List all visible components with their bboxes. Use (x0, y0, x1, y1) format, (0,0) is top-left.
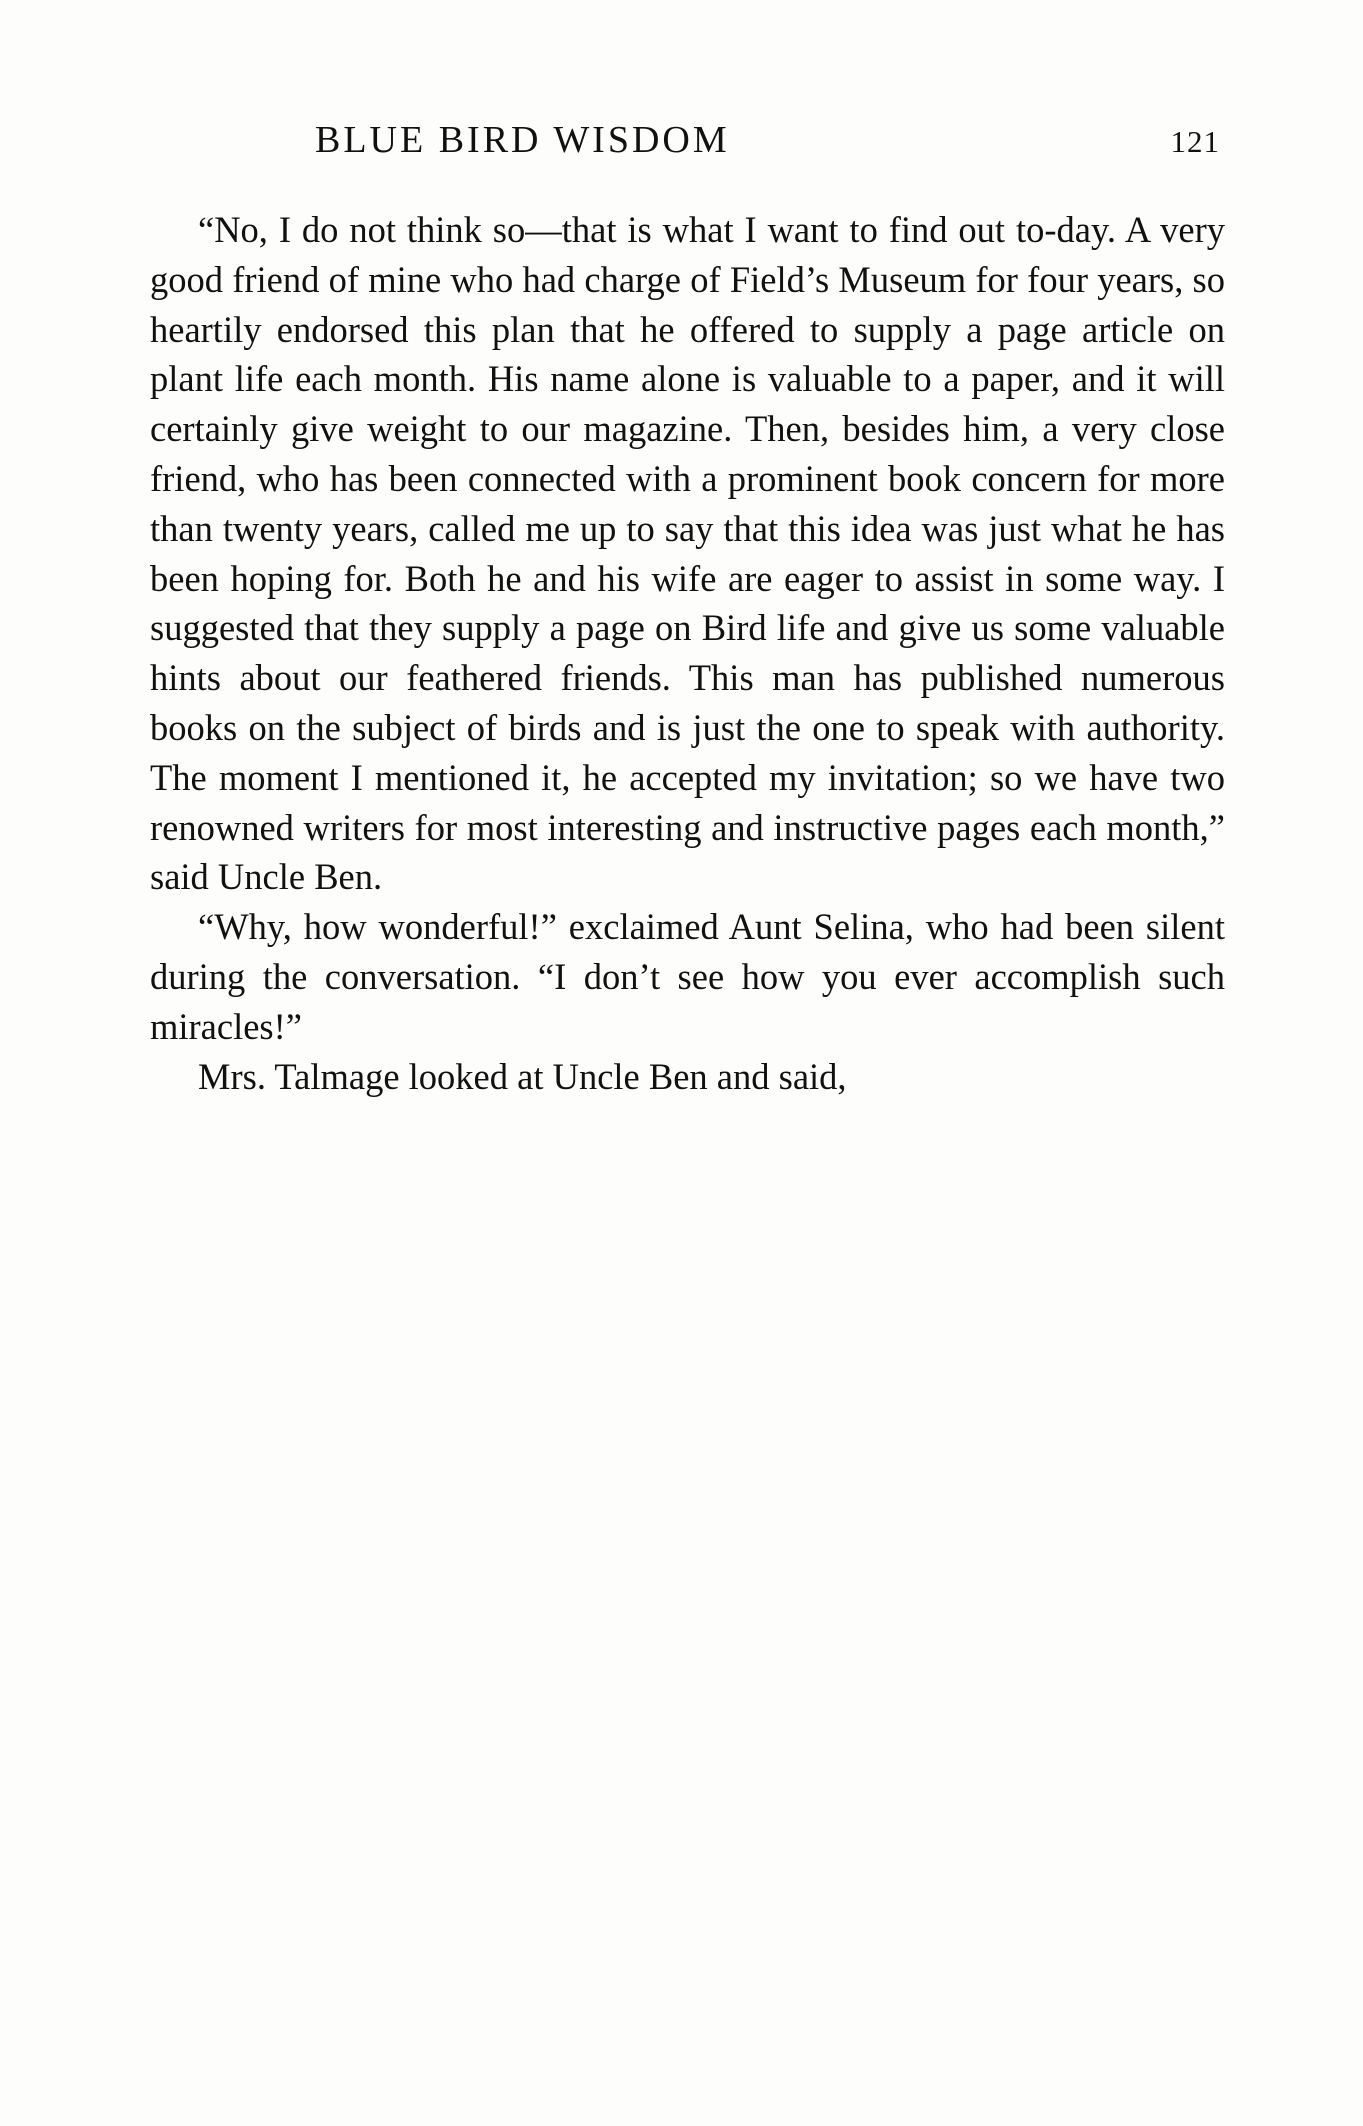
paragraph: “Why, how wonderful!” exclaimed Aunt Selina, who had been silent during the conversation. “I don’t see how you ever accomplish such miracles!” (150, 906, 1225, 1047)
page-number: 121 (1170, 124, 1220, 159)
body-text (150, 205, 1225, 1101)
paragraph: Mrs. Talmage looked at Uncle Ben and said, (198, 1055, 847, 1097)
running-title: BLUE BIRD WISDOM (315, 119, 730, 161)
page-header (150, 118, 1220, 162)
paragraph: “No, I do not think so—that is what I want to find out to-day. A very good friend of mine who had charge of Field’s Museum for four years, so heartily endorsed this plan that he offered to supply a page article on plant life each month. His name alone is valuable to a paper, and it will certainly give weight to our magazine. Then, besides him, a very close friend, who has been connected with a prominent book concern for more than twenty years, called me up to say that this idea was just what he has been hoping for. Both he and his wife are eager to assist in some way. I suggested that they supply a page on Bird life and give us some valuable hints about our feathered friends. This man has published numerous books on the subject of birds and is just the one to speak with authority. The moment I mentioned it, he accepted my invitation; so we have two renowned writers for most interesting and instructive pages each month,” said Uncle Ben. (150, 209, 1225, 898)
